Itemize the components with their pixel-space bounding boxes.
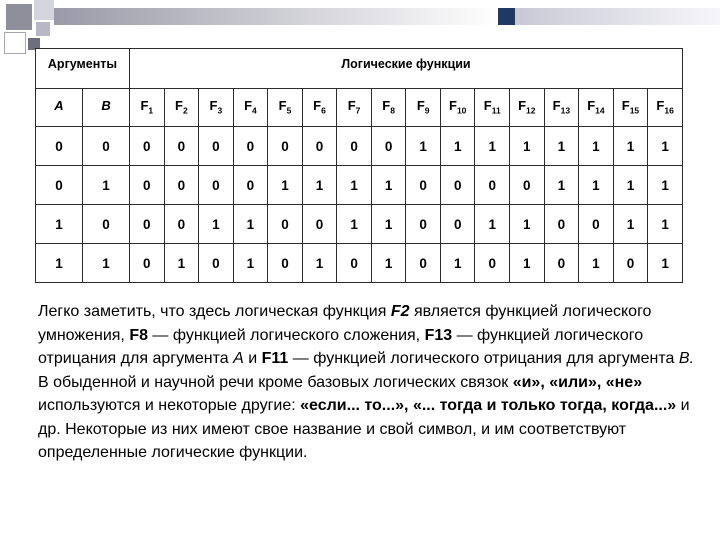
truth-table-head [36,49,683,127]
value-cell: 1 [648,205,683,244]
value-cell: 1 [337,205,372,244]
arg-b-cell: 0 [83,205,130,244]
f-column-label: $F_{11}$ [475,89,510,127]
text-run: В обыденной и научной речи кроме базовых логических связок [38,373,513,391]
decor-square-2 [34,0,54,20]
value-cell: 1 [164,244,199,283]
text-run: F11 [261,350,289,367]
truth-table [35,48,683,283]
text-run: «... тогда и только тогда, когда...» [412,397,677,414]
value-cell: 0 [302,127,337,166]
value-cell: 0 [544,205,579,244]
value-cell: 1 [475,127,510,166]
arg-b-cell: 0 [83,127,130,166]
value-cell: 0 [268,127,303,166]
body-text [38,300,694,465]
col-label-a: A [36,89,83,127]
text-run: «если... то...», [300,397,409,414]
value-cell: 0 [475,244,510,283]
f-column-label: $F_{16}$ [648,89,683,127]
value-cell: 1 [613,166,648,205]
value-cell: 1 [302,244,337,283]
value-cell: 1 [648,166,683,205]
f-column-label: $F_4$ [233,89,268,127]
decor-square-4 [4,32,26,54]
value-cell: 1 [440,127,475,166]
value-cell: 0 [164,166,199,205]
value-cell: 1 [233,205,268,244]
text-run: F2 [390,303,410,320]
text-run: и [243,350,262,367]
value-cell: 0 [613,244,648,283]
arg-a-cell: 1 [36,244,83,283]
f-column-label: $F_8$ [371,89,406,127]
value-cell: 1 [613,205,648,244]
arg-a-cell: 0 [36,166,83,205]
value-cell: 1 [613,127,648,166]
f-column-label: $F_9$ [406,89,441,127]
value-cell: 0 [233,166,268,205]
value-cell: 1 [440,244,475,283]
value-cell: 0 [406,205,441,244]
text-run: — функцией логического отрицания для аргумента [288,350,679,367]
f-column-label: $F_7$ [337,89,372,127]
value-cell: 1 [544,166,579,205]
value-cell: 0 [199,166,234,205]
text-run: используются и некоторые другие: [38,397,301,414]
value-cell: 0 [199,127,234,166]
col-label-b: B [83,89,130,127]
value-cell: 0 [406,166,441,205]
text-run: Легко заметить, что здесь логическая функция [38,303,391,320]
f-column-label: $F_{13}$ [544,89,579,127]
value-cell: 1 [302,166,337,205]
table-row [36,244,683,283]
arg-a-cell: 1 [36,205,83,244]
value-cell: 0 [164,205,199,244]
text-run: — функцией логического отрицания для аргумента [38,326,644,367]
value-cell: 1 [268,166,303,205]
value-cell: 0 [268,244,303,283]
value-cell: 1 [406,127,441,166]
functions-header: Логические функции [130,49,683,89]
value-cell: 1 [579,127,614,166]
column-label-row [36,89,683,127]
value-cell: 0 [130,166,165,205]
truth-table-body [36,127,683,283]
value-cell: 0 [440,205,475,244]
value-cell: 1 [648,127,683,166]
value-cell: 1 [510,127,545,166]
f-column-label: $F_1$ [130,89,165,127]
text-run: — функцией логического сложения, [147,326,425,344]
value-cell: 0 [510,166,545,205]
f-column-label: $F_{10}$ [440,89,475,127]
value-cell: 0 [371,127,406,166]
text-run: F13 [424,326,453,344]
f-column-label: $F_2$ [164,89,199,127]
group-header-row [36,49,683,89]
value-cell: 0 [302,205,337,244]
f-column-label: $F_3$ [199,89,234,127]
value-cell: 0 [268,205,303,244]
value-cell: 1 [475,205,510,244]
decor-square-3 [36,22,50,36]
value-cell: 1 [510,244,545,283]
table-row [36,127,683,166]
text-run: «и», «или», «не» [512,373,643,391]
value-cell: 0 [199,244,234,283]
text-run: F8 [129,326,148,344]
value-cell: 0 [475,166,510,205]
f-column-label: $F_{12}$ [510,89,545,127]
value-cell: 1 [233,244,268,283]
value-cell: 0 [164,127,199,166]
arg-b-cell: 1 [83,166,130,205]
arguments-header: Аргументы [36,49,130,89]
table-row [36,166,683,205]
value-cell: 1 [371,166,406,205]
value-cell: 0 [406,244,441,283]
arg-a-cell: 0 [36,127,83,166]
f-column-label: $F_{14}$ [579,89,614,127]
value-cell: 0 [337,127,372,166]
value-cell: 1 [510,205,545,244]
accent-square [498,8,515,25]
gradient-bar-right [515,8,720,25]
value-cell: 0 [130,244,165,283]
value-cell: 0 [579,205,614,244]
text-run: является функцией логического умножения, [38,303,652,344]
text-run: А [233,350,244,367]
arg-b-cell: 1 [83,244,130,283]
value-cell: 0 [130,127,165,166]
value-cell: 0 [544,244,579,283]
f-column-label: $F_6$ [302,89,337,127]
value-cell: 1 [371,244,406,283]
value-cell: 1 [199,205,234,244]
gradient-bar [54,8,498,25]
table-row [36,205,683,244]
value-cell: 1 [337,166,372,205]
value-cell: 0 [233,127,268,166]
value-cell: 0 [337,244,372,283]
f-column-label: $F_{15}$ [613,89,648,127]
value-cell: 1 [648,244,683,283]
value-cell: 1 [544,127,579,166]
value-cell: 0 [130,205,165,244]
value-cell: 1 [579,244,614,283]
text-run: и др. Некоторые из них имеют свое название и свой символ, и им соответствуют определенные логические функции. [38,397,690,461]
text-run: В. [678,350,694,367]
value-cell: 0 [440,166,475,205]
value-cell: 1 [371,205,406,244]
f-column-label: $F_5$ [268,89,303,127]
decor-square-1 [6,4,32,30]
value-cell: 1 [579,166,614,205]
